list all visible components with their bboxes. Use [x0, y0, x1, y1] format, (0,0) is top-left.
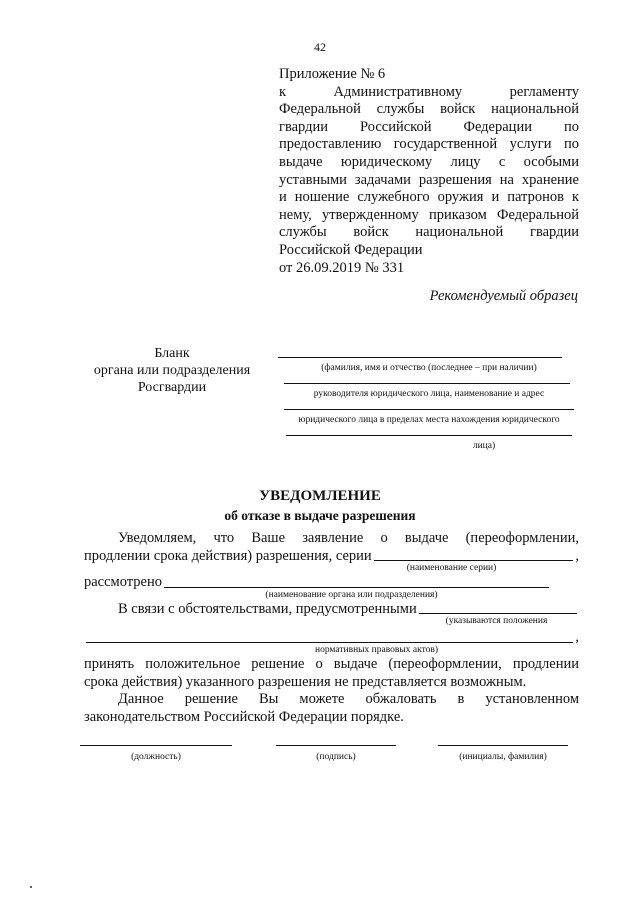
notice-title: УВЕДОМЛЕНИЕ — [259, 488, 381, 504]
appendix-line: предоставлению государственной услуги по — [279, 136, 579, 153]
appendix-line: Федеральной службы войск национальной — [279, 101, 579, 118]
appendix-header — [279, 66, 579, 277]
series-row: продлении срока действия) разрешения, серии , — [84, 547, 579, 564]
page-number: 42 — [314, 40, 326, 54]
appendix-order: от 26.09.2019 № 331 — [279, 259, 405, 276]
blank-line: Бланк — [154, 346, 190, 361]
appendix-line: и ношение служебного оружия и патронов к — [279, 189, 579, 206]
initials-caption: (инициалы, фамилия) — [459, 752, 547, 762]
provisions-caption: (указываются положения — [445, 616, 548, 627]
appendix-line: выдаче юридическому лицу с особыми — [279, 153, 579, 170]
appendix-line: Российской Федерации — [279, 241, 423, 258]
appendix-line: гвардии Российской Федерации по — [279, 118, 579, 135]
position-caption: (должность) — [131, 752, 181, 762]
appendix-line: уставными задачами разрешения на хранение — [279, 171, 579, 188]
body-line: срока действия) указанного разрешения не представляется возможным. — [84, 673, 527, 690]
applicant-caption: (фамилия, имя и отчество (последнее – при наличии) — [321, 363, 537, 373]
initials-field — [438, 745, 568, 762]
blank-block — [84, 345, 260, 396]
applicant-caption: юридического лица в пределах места нахождения юридического — [298, 415, 560, 425]
notice-subtitle: об отказе в выдаче разрешения — [224, 508, 416, 523]
organ-caption: (наименование органа или подразделения) — [265, 589, 438, 600]
blank-line: органа или подразделения — [93, 363, 251, 378]
appendix-line: к Административному регламенту — [279, 83, 579, 100]
scan-speck — [30, 886, 32, 888]
applicant-field — [278, 380, 580, 406]
signature-field — [276, 745, 396, 762]
body-line: принять положительное решение о выдаче (переоформлении, продлении — [84, 655, 579, 672]
applicant-caption: лица) — [472, 441, 496, 451]
acts-field — [86, 641, 573, 643]
position-signature-field — [80, 745, 232, 762]
applicant-field — [278, 354, 580, 380]
body-line: продлении срока действия) разрешения, серии — [84, 547, 372, 564]
notice-body — [84, 530, 579, 726]
applicant-field — [278, 406, 580, 432]
appendix-line: службы войск национальной гвардии — [279, 224, 579, 241]
signature-block — [80, 745, 580, 785]
appendix-line: нему, утвержденному приказом Федеральной — [279, 206, 579, 223]
appendix-title: Приложение № 6 — [279, 66, 386, 82]
provisions-field — [419, 612, 577, 614]
series-field — [374, 559, 574, 561]
applicant-block — [278, 354, 580, 458]
body-line: законодательством Российской Федерации порядке. — [84, 708, 404, 725]
body-line: В связи с обстоятельствами, предусмотренными — [118, 600, 417, 617]
body-line: Уведомляем, что Ваше заявление о выдаче (переоформлении, — [118, 530, 579, 546]
series-caption: (наименование серии) — [406, 563, 497, 574]
applicant-caption: руководителя юридического лица, наименование и адрес — [313, 389, 545, 399]
acts-row: , — [84, 629, 579, 647]
body-line: рассмотрено — [84, 574, 163, 591]
organ-field — [164, 586, 549, 588]
sample-mark: Рекомендуемый образец — [429, 288, 578, 304]
signature-caption: (подпись) — [316, 752, 356, 762]
body-line: Данное решение Вы можете обжаловать в установленном — [118, 691, 579, 708]
acts-caption: нормативных правовых актов) — [314, 644, 439, 655]
blank-line: Росгвардии — [137, 380, 207, 395]
applicant-field — [278, 432, 580, 458]
